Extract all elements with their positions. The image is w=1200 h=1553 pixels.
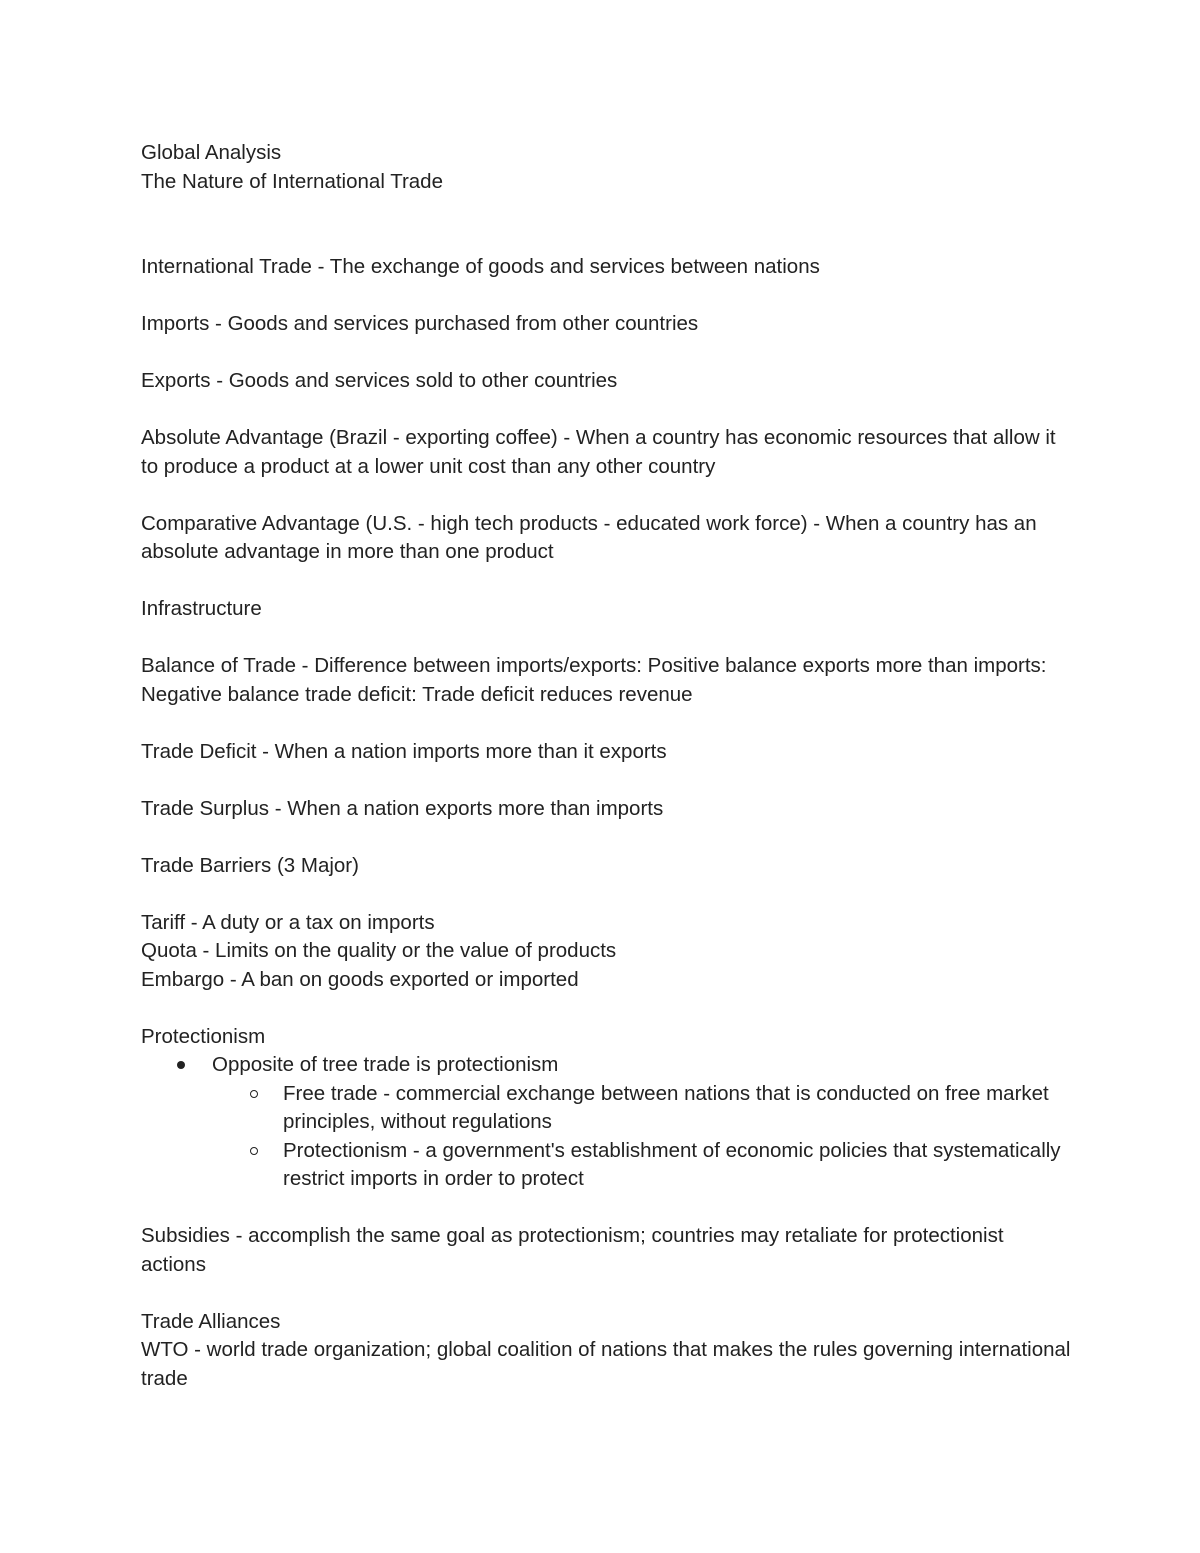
sub-free-trade: Free trade - commercial exchange between nations that is conducted on free market principles, without regulations [283, 1081, 1049, 1133]
spacer [141, 823, 1071, 852]
bullet-circle-icon [250, 1090, 258, 1098]
document-page [141, 139, 1071, 1393]
term-trade-surplus: Trade Surplus - When a nation exports more than imports [141, 796, 664, 820]
spacer [141, 1279, 1071, 1308]
spacer [141, 624, 1071, 653]
spacer [141, 766, 1071, 795]
barrier-embargo: Embargo - A ban on goods exported or imported [141, 967, 579, 991]
spacer [141, 481, 1071, 510]
term-imports: Imports - Goods and services purchased from other countries [141, 312, 699, 335]
list-item [283, 1137, 1071, 1194]
term-international-trade: International Trade - The exchange of goods and services between nations [141, 255, 820, 278]
protectionism-heading: Protectionism [141, 1024, 266, 1048]
trade-barriers-heading: Trade Barriers (3 Major) [141, 853, 359, 877]
barrier-quota: Quota - Limits on the quality or the value of products [141, 939, 617, 962]
sub-protectionism: Protectionism - a government's establishment of economic policies that systematically restrict imports in order to protect [283, 1138, 1061, 1190]
protectionism-sublist [212, 1080, 1071, 1194]
list-item [212, 1051, 1071, 1194]
trade-alliances-heading: Trade Alliances [141, 1309, 281, 1333]
term-trade-deficit: Trade Deficit - When a nation imports more than it exports [141, 739, 667, 763]
spacer [141, 282, 1071, 311]
term-absolute-advantage: Absolute Advantage (Brazil - exporting coffee) - When a country has economic resources that allow it to produce a product at a lower unit cost than any other country [141, 426, 1056, 478]
spacer [141, 880, 1071, 909]
barrier-tariff: Tariff - A duty or a tax on imports [141, 910, 435, 934]
wto-text: WTO - world trade organization; global coalition of nations that makes the rules governing international trade [141, 1338, 1071, 1390]
document-title: Global Analysis [141, 141, 282, 164]
term-exports: Exports - Goods and services sold to other countries [141, 369, 618, 392]
term-infrastructure: Infrastructure [141, 597, 262, 620]
spacer [141, 339, 1071, 368]
spacer [141, 196, 1071, 253]
protectionism-bullet-text: Opposite of tree trade is protectionism [212, 1053, 559, 1076]
list-item [283, 1080, 1071, 1137]
bullet-disc-icon [177, 1061, 185, 1069]
term-comparative-advantage: Comparative Advantage (U.S. - high tech products - educated work force) - When a country has an absolute advantage in more than one product [141, 511, 1037, 563]
spacer [141, 1194, 1071, 1223]
spacer [141, 567, 1071, 596]
document-subtitle: The Nature of International Trade [141, 169, 443, 193]
spacer [141, 709, 1071, 738]
term-balance-of-trade: Balance of Trade - Difference between imports/exports: Positive balance exports more than imports: Negative balance trade deficit: Trade deficit reduces revenue [141, 654, 1047, 706]
bullet-circle-icon [250, 1147, 258, 1155]
spacer [141, 994, 1071, 1023]
spacer [141, 396, 1071, 425]
protectionism-list [141, 1051, 1071, 1194]
subsidies-text: Subsidies - accomplish the same goal as protectionism; countries may retaliate for protectionist actions [141, 1224, 1004, 1276]
